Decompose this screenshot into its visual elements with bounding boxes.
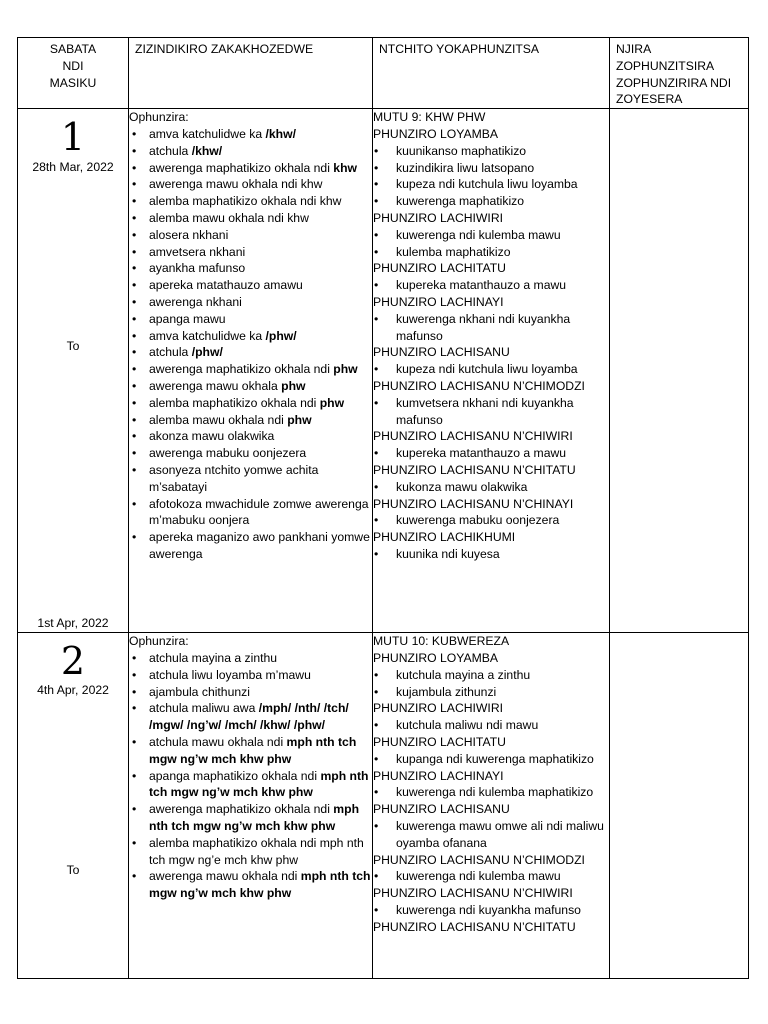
unit-title: MUTU 10: KUBWEREZA <box>373 634 510 649</box>
methods-cell <box>610 109 749 633</box>
lesson-activities <box>373 751 609 768</box>
lesson-title: PHUNZIRO LACHISANU <box>373 345 510 360</box>
activity-item: • kuwerenga mawu omwe ali ndi maliwu oyamba ofanana <box>373 818 609 852</box>
outcome-item: • awerenga mawu okhala ndi mph nth tch mgw ng’w mch khw phw <box>129 868 372 902</box>
activity-item: • kuwerenga mabuku oonjezera <box>373 512 609 529</box>
outcome-item: • alemba maphatikizo okhala ndi mph nth tch mgw ng’e mch khw phw <box>129 835 372 869</box>
outcome-item: • alemba mawu okhala ndi khw <box>129 210 372 227</box>
outcome-item: • awerenga mabuku oonjezera <box>129 445 372 462</box>
lesson-activities <box>373 667 609 701</box>
activity-item: • kuwerenga maphatikizo <box>373 193 609 210</box>
lesson-title: PHUNZIRO LACHINAYI <box>373 768 504 783</box>
activity-item: • kumvetsera nkhani ndi kuyankha mafunso <box>373 395 609 429</box>
lesson-title: PHUNZIRO LACHIWIRI <box>373 701 504 716</box>
outcome-item: • akonza mawu olakwika <box>129 428 372 445</box>
lesson-activities <box>373 143 609 210</box>
outcome-item: • alemba maphatikizo okhala ndi khw <box>129 193 372 210</box>
activity-item: • kuunikanso maphatikizo <box>373 143 609 160</box>
lesson-title: PHUNZIRO LACHISANU N’CHIWIRI <box>373 886 573 901</box>
outcome-item: • apereka matathauzo amawu <box>129 277 372 294</box>
outcome-item: • awerenga mawu okhala ndi khw <box>129 176 372 193</box>
lesson-activities <box>373 277 609 294</box>
activity-item: • kujambula zithunzi <box>373 684 609 701</box>
lesson-activities <box>373 546 609 563</box>
lesson-activities <box>373 784 609 801</box>
activity-item: • kuwerenga nkhani ndi kuyankha mafunso <box>373 311 609 345</box>
week-date-cell <box>18 109 129 633</box>
methods-cell <box>610 633 749 979</box>
activity-item: • kuwerenga ndi kuyankha mafunso <box>373 902 609 919</box>
activity-item: • kupereka matanthauzo a mawu <box>373 445 609 462</box>
outcomes-cell <box>129 109 373 633</box>
activity-item: • kuwerenga ndi kulemba maphatikizo <box>373 784 609 801</box>
lesson-activities <box>373 868 609 885</box>
lesson-sections <box>373 126 609 563</box>
lesson-activities <box>373 361 609 378</box>
activities-cell <box>373 633 610 979</box>
lesson-title: PHUNZIRO LACHIWIRI <box>373 210 504 225</box>
scheme-of-work-table <box>17 37 749 979</box>
unit-title: MUTU 9: KHW PHW <box>373 110 486 125</box>
lesson-activities <box>373 902 609 919</box>
start-date: 28th Mar, 2022 <box>32 160 114 175</box>
outcome-item: • awerenga maphatikizo okhala ndi khw <box>129 160 372 177</box>
activity-item: • kutchula mayina a zinthu <box>373 667 609 684</box>
lesson-title: PHUNZIRO LACHITATU <box>373 261 506 276</box>
outcome-item: • apanga mawu <box>129 311 372 328</box>
lesson-activities <box>373 717 609 734</box>
lesson-title: PHUNZIRO LOYAMBA <box>373 126 499 141</box>
lesson-title: PHUNZIRO LACHISANU N’CHITATU <box>373 919 576 934</box>
outcomes-list <box>129 650 372 902</box>
week-row <box>18 109 749 633</box>
lesson-title: PHUNZIRO LACHITATU <box>373 734 506 749</box>
outcome-item: • alemba maphatikizo okhala ndi phw <box>129 395 372 412</box>
lesson-title: PHUNZIRO LACHISANU N’CHIWIRI <box>373 429 573 444</box>
lesson-title: PHUNZIRO LACHISANU <box>373 802 510 817</box>
week-number: 1 <box>60 115 86 160</box>
outcome-item: • amva katchulidwe ka /phw/ <box>129 328 372 345</box>
outcomes-cell <box>129 633 373 979</box>
lesson-title: PHUNZIRO LACHISANU N’CHIMODZI <box>373 378 585 393</box>
activity-item: • kutchula maliwu ndi mawu <box>373 717 609 734</box>
activities-cell <box>373 109 610 633</box>
activity-item: • kulemba maphatikizo <box>373 244 609 261</box>
activity-item: • kuwerenga ndi kulemba mawu <box>373 868 609 885</box>
lesson-title: PHUNZIRO LACHINAYI <box>373 294 504 309</box>
outcome-item: • atchula mayina a zinthu <box>129 650 372 667</box>
lesson-title: PHUNZIRO LACHIKHUMI <box>373 530 516 545</box>
header-activities: NTCHITO YOKAPHUNZITSA <box>373 38 610 109</box>
header-row <box>18 38 749 109</box>
start-date: 4th Apr, 2022 <box>37 683 109 698</box>
activity-item: • kupeza ndi kutchula liwu loyamba <box>373 361 609 378</box>
outcomes-list <box>129 126 372 563</box>
lesson-activities <box>373 445 609 462</box>
activity-item: • kupanga ndi kuwerenga maphatikizo <box>373 751 609 768</box>
outcome-item: • apanga maphatikizo okhala ndi mph nth tch mgw ng’w mch khw phw <box>129 768 372 802</box>
outcome-item: • amva katchulidwe ka /khw/ <box>129 126 372 143</box>
outcome-item: • awerenga maphatikizo okhala ndi mph nth tch mgw ng’w mch khw phw <box>129 801 372 835</box>
lesson-title: PHUNZIRO LOYAMBA <box>373 650 499 665</box>
outcome-item: • atchula liwu loyamba m’mawu <box>129 667 372 684</box>
end-date: 1st Apr, 2022 <box>37 616 109 631</box>
outcome-item: • asonyeza ntchito yomwe achita m’sabatayi <box>129 462 372 496</box>
outcome-item: • awerenga nkhani <box>129 294 372 311</box>
lesson-activities <box>373 311 609 345</box>
lesson-activities <box>373 479 609 496</box>
lesson-title: PHUNZIRO LACHISANU N’CHINAYI <box>373 496 574 511</box>
activity-item: • kuwerenga ndi kulemba mawu <box>373 227 609 244</box>
outcome-item: • alemba mawu okhala ndi phw <box>129 412 372 429</box>
outcome-item: • atchula mawu okhala ndi mph nth tch mgw ng’w mch khw phw <box>129 734 372 768</box>
outcome-item: • alosera nkhani <box>129 227 372 244</box>
header-week-dates: SABATA NDI MASIKU <box>18 38 129 109</box>
lesson-title: PHUNZIRO LACHISANU N’CHITATU <box>373 462 576 477</box>
lesson-title: PHUNZIRO LACHISANU N’CHIMODZI <box>373 852 585 867</box>
outcomes-lead: Ophunzira: <box>129 110 189 125</box>
outcome-item: • atchula maliwu awa /mph/ /nth/ /tch/ /mgw/ /ng’w/ /mch/ /khw/ /phw/ <box>129 700 372 734</box>
activity-item: • kuunika ndi kuyesa <box>373 546 609 563</box>
activity-item: • kuzindikira liwu latsopano <box>373 160 609 177</box>
outcome-item: • atchula /phw/ <box>129 344 372 361</box>
activity-item: • kukonza mawu olakwika <box>373 479 609 496</box>
outcome-item: • amvetsera nkhani <box>129 244 372 261</box>
outcomes-lead: Ophunzira: <box>129 634 189 649</box>
header-outcomes: ZIZINDIKIRO ZAKAKHOZEDWE <box>129 38 373 109</box>
week-date-cell <box>18 633 129 979</box>
outcome-item: • awerenga mawu okhala phw <box>129 378 372 395</box>
week-row <box>18 633 749 979</box>
lesson-activities <box>373 395 609 429</box>
lesson-sections <box>373 650 609 936</box>
outcome-item: • ayankha mafunso <box>129 260 372 277</box>
outcome-item: • afotokoza mwachidule zomwe awerenga m’mabuku oonjera <box>129 496 372 530</box>
lesson-activities <box>373 227 609 261</box>
to-label: To <box>66 339 80 354</box>
header-methods: NJIRA ZOPHUNZITSIRA ZOPHUNZIRIRA NDI ZOYESERA <box>610 38 749 109</box>
outcome-item: • atchula /khw/ <box>129 143 372 160</box>
outcome-item: • awerenga maphatikizo okhala ndi phw <box>129 361 372 378</box>
activity-item: • kupeza ndi kutchula liwu loyamba <box>373 176 609 193</box>
lesson-activities <box>373 818 609 852</box>
outcome-item: • ajambula chithunzi <box>129 684 372 701</box>
week-number: 2 <box>60 639 86 684</box>
activity-item: • kupereka matanthauzo a mawu <box>373 277 609 294</box>
lesson-activities <box>373 512 609 529</box>
to-label: To <box>66 863 80 878</box>
outcome-item: • apereka maganizo awo pankhani yomwe awerenga <box>129 529 372 563</box>
